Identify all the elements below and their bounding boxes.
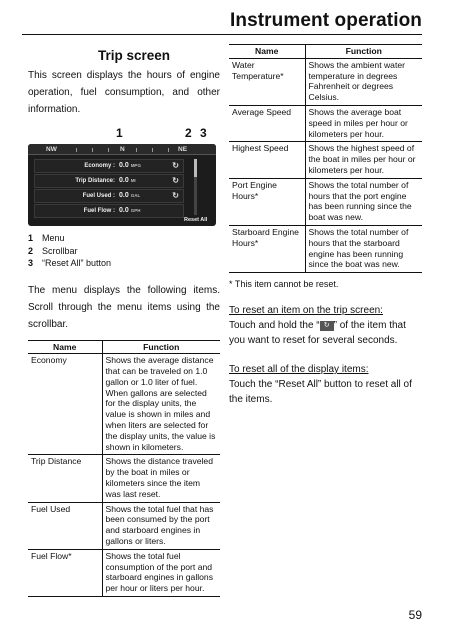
trip-distance-label: Trip Distance: [75,178,115,184]
fuel-flow-row[interactable] [34,204,184,218]
page-number: 59 [408,608,422,622]
reset-all-heading: To reset all of the display items: [229,364,369,376]
scrollbar[interactable] [194,159,197,215]
economy-row[interactable] [34,159,184,173]
fuel-flow-value: 0.0 GPH [119,207,141,214]
table-header-name: Name [229,45,305,59]
callout-3: 3 [200,126,207,140]
legend-item: 1 Menu [28,233,65,243]
table-row: Economy Shows the average distance that can be traveled on 1.0 gallon or 1.0 liter of fuel. When gallons are selected for the display units, the value is shown in miles and when liters are selected for the display units, the value is shown in kilometers. [28,354,220,455]
legend-item: 2 Scrollbar [28,245,78,256]
economy-label: Economy : [84,163,115,169]
trip-screen-display [28,144,216,226]
table-row: Fuel Flow* Shows the total fuel consumption of the port and starboard engines in gallons per hour or liters per hour. [28,549,220,596]
table-row: Starboard Engine Hours* Shows the total number of hours that the starboard engine has been running since the boat was new. [229,225,422,272]
intro-paragraph: This screen displays the hours of engine operation, fuel consumption, and other information. [28,70,220,115]
table-row: Water Temperature* Shows the ambient water temperature in degrees Fahrenheit or degrees Celsius. [229,58,422,105]
table-header-function: Function [305,45,422,59]
legend-item: 3 “Reset All” button [28,258,112,268]
trip-items-table [28,340,220,598]
table-row: Highest Speed Shows the highest speed of the boat in miles per hour or kilometers per hour. [229,142,422,178]
trip-items-table-continued [229,44,422,273]
scroll-paragraph: The menu displays the following items. Scroll through the menu items using the scrollbar. [28,284,220,330]
compass-bar [28,144,216,155]
table-row: Fuel Used Shows the total fuel that has been consumed by the port and starboard engines in gallons or liters. [28,502,220,549]
table-row: Port Engine Hours* Shows the total number of hours that the port engine has been running since the boat was new. [229,178,422,225]
economy-value: 0.0 MPG [119,162,141,169]
fuel-used-label: Fuel Used : [82,193,115,199]
right-column [229,44,422,407]
trip-distance-value: 0.0 MI [119,177,136,184]
table-row: Trip Distance Shows the distance traveled by the boat in miles or kilometers since the item was last reset. [28,455,220,502]
compass-ne: NE [178,146,188,153]
reset-all-instruction: Touch the “Reset All” button to reset all of the items. [229,379,412,406]
page-header-title: Instrument operation [229,10,422,31]
section-title: Trip screen [97,48,171,63]
left-column [28,48,220,597]
fuel-used-row[interactable] [34,189,184,203]
callout-1: 1 [116,126,123,140]
table-header-name: Name [28,340,102,354]
figure-callouts [28,126,220,144]
figure-legend [28,232,220,270]
reset-icon[interactable]: ↻ [172,161,179,170]
trip-distance-row[interactable] [34,174,184,188]
compass-nw: NW [46,146,57,153]
table-header-function: Function [102,340,220,354]
fuel-used-value: 0.0 GAL [119,192,141,199]
callout-2: 2 [185,126,192,140]
reset-item-heading: To reset an item on the trip screen: [229,305,383,317]
table-row: Average Speed Shows the average boat speed in miles per hour or kilometers per hour. [229,105,422,141]
compass-n: N [120,146,125,153]
fuel-flow-label: Fuel Flow : [83,208,115,214]
header-rule [22,34,422,35]
reset-icon[interactable]: ↻ [172,176,179,185]
reset-icon: ↻ [320,321,334,331]
reset-icon[interactable]: ↻ [172,191,179,200]
footnote: * This item cannot be reset. [229,279,339,290]
reset-all-button[interactable]: Reset All [184,217,208,223]
scrollbar-thumb[interactable] [194,159,197,177]
reset-item-instruction: Touch and hold the “ ↻ ” of the item that you want to reset for several seconds. [229,320,406,347]
